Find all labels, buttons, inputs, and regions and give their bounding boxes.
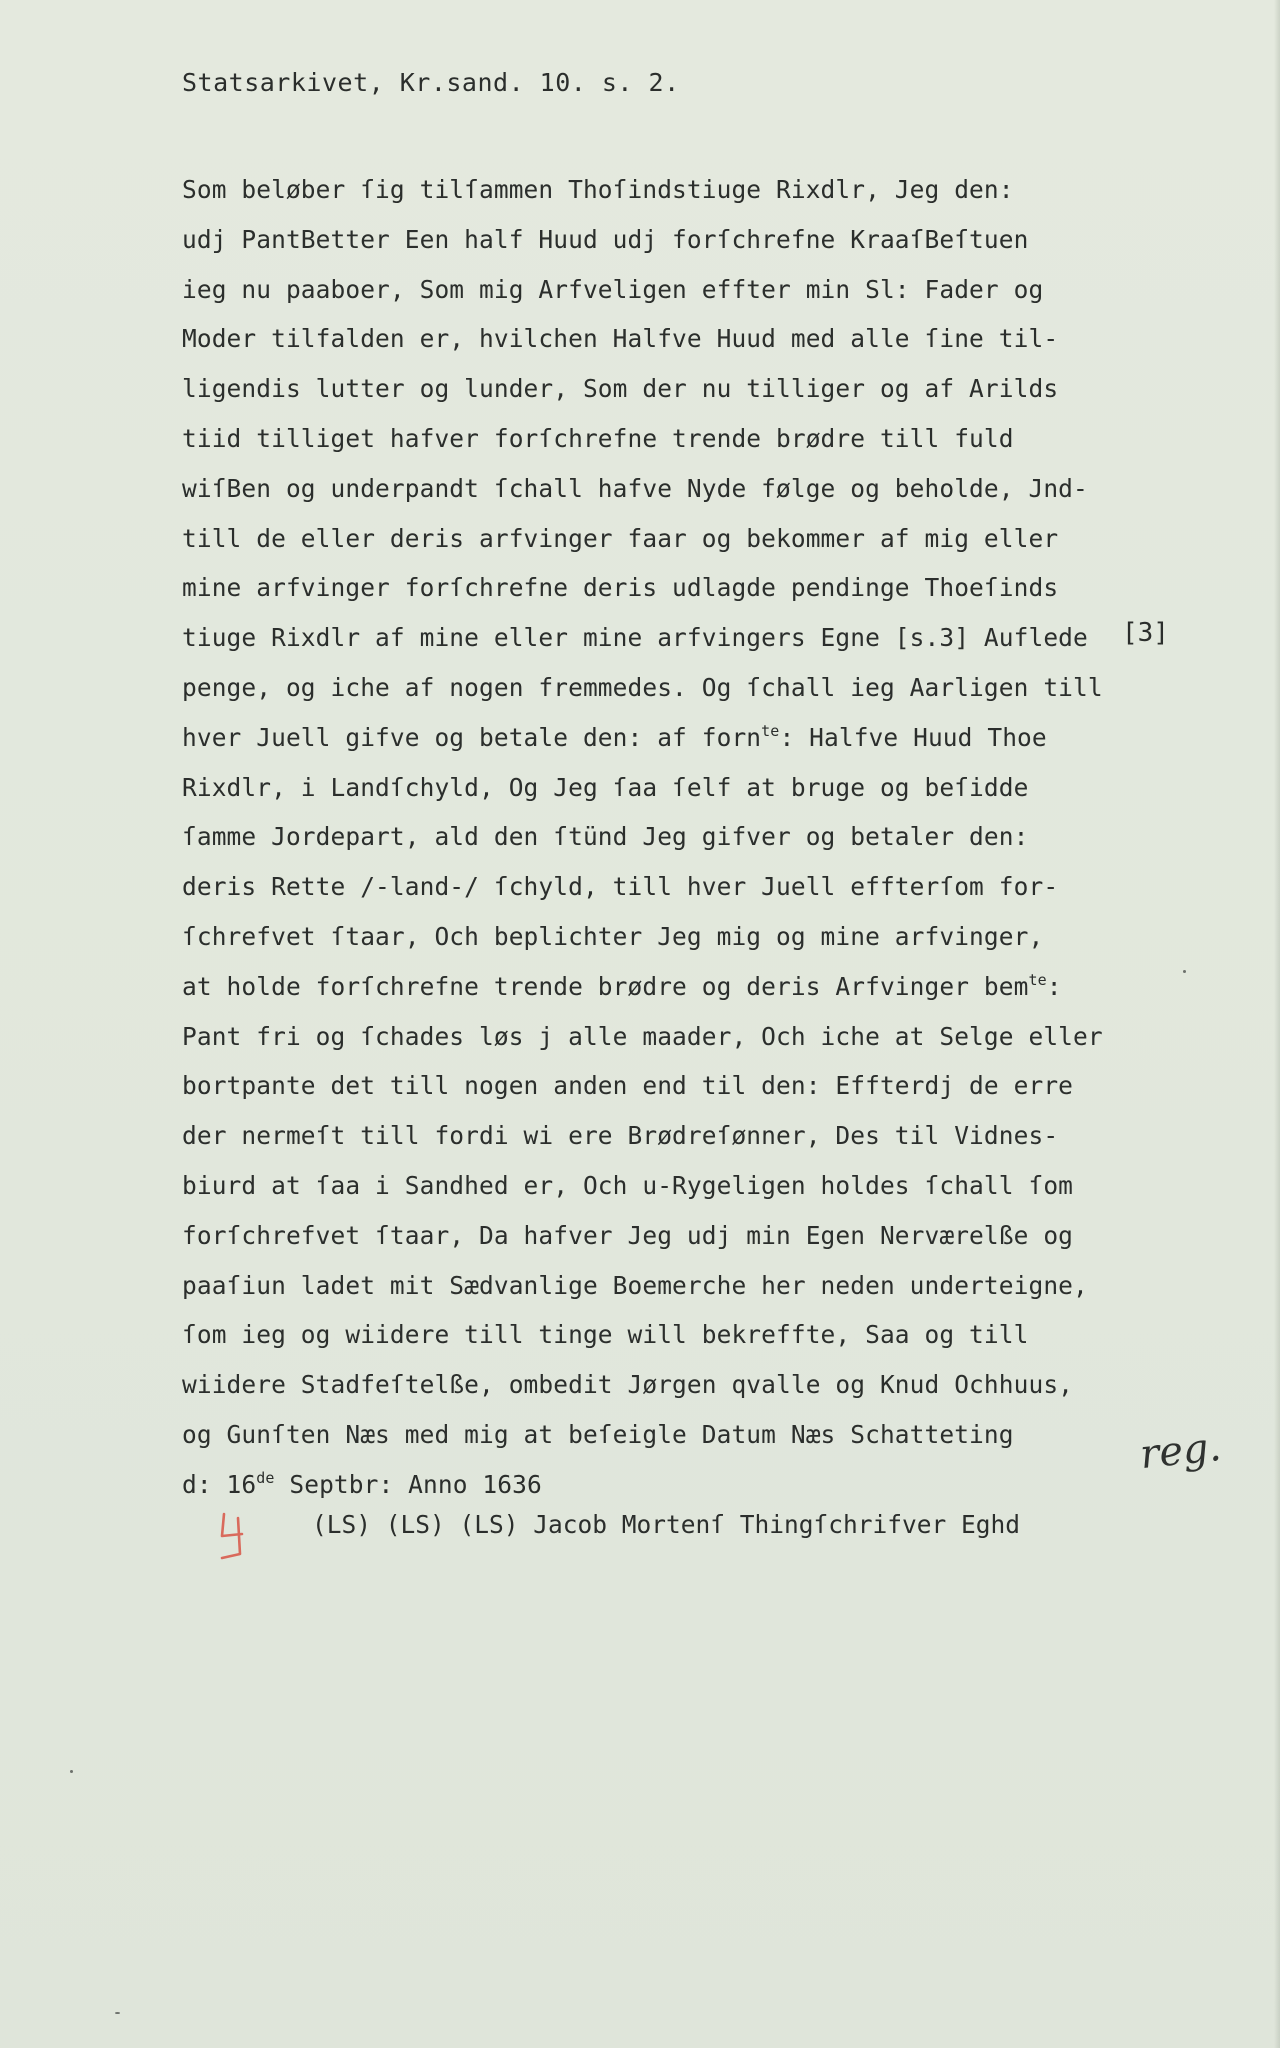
text-line-12-main: hver Juell gifve og betale den: af forn	[182, 722, 762, 752]
paper-speck	[1183, 970, 1186, 973]
text-line-17	[182, 962, 1102, 1012]
text-line-21: biurd at ſaa i Sandhed er, Och u-Rygeligen holdes ſchall ſom	[182, 1170, 1074, 1200]
text-line-5: ligendis lutter og lunder, Som der nu tilliger og af Arilds	[182, 374, 1059, 404]
text-line-20: der nermeſt till fordi wi ere Brødreſønner, Des til Vidnes-	[182, 1121, 1059, 1151]
page-edge-shadow	[1274, 0, 1280, 2048]
text-line-15: deris Rette /-land-/ ſchyld, till hver Juell effterſom for-	[182, 872, 1059, 902]
text-line-18: Pant fri og ſchades løs j alle maader, Och iche at Selge eller	[182, 1021, 1103, 1051]
text-line-12	[182, 713, 1102, 763]
text-line-27-tail: Septbr: Anno 1636	[274, 1469, 542, 1499]
text-line-14: ſamme Jordepart, ald den ſtünd Jeg gifver og betaler den:	[182, 822, 1029, 852]
transcription-body	[182, 165, 1102, 1510]
text-line-23: paaſiun ladet mit Sædvanlige Boemerche her neden underteigne,	[182, 1270, 1088, 1300]
text-line-27-main: d: 16	[182, 1469, 257, 1499]
text-line-24: ſom ieg og wiidere till tinge will bekreffte, Saa og till	[182, 1320, 1029, 1350]
text-line-1: Som beløber ſig tilſammen Thoſindstiuge Rixdlr, Jeg den:	[182, 175, 1014, 204]
text-line-6: tiid tilliget hafver forſchrefne trende brødre till fuld	[182, 423, 1014, 453]
superscript-te-2: te	[1028, 970, 1047, 989]
text-line-13: Rixdlr, i Landſchyld, Og Jeg ſaa ſelf at bruge og beſidde	[182, 772, 1029, 802]
text-line-2: udj PantBetter Een half Huud udj forſchrefne KraaſBeſtuen	[182, 224, 1029, 254]
text-line-22: forſchrefvet ſtaar, Da hafver Jeg udj min Egen Nerværelße og	[182, 1220, 1074, 1250]
text-line-12-tail: : Halfve Huud Thoe	[779, 722, 1047, 752]
text-line-4: Moder tilfalden er, hvilchen Halfve Huud med alle ſine til-	[182, 324, 1059, 354]
text-line-17-main: at holde forſchrefne trende brødre og deris Arfvinger bem	[182, 971, 1029, 1001]
text-line-10: tiuge Rixdlr af mine eller mine arfvingers Egne [s.3] Auflede	[182, 623, 1088, 653]
text-line-25: wiidere Stadfeſtelße, ombedit Jørgen qvalle og Knud Ochhuus,	[182, 1370, 1074, 1400]
text-line-7: wiſBen og underpandt ſchall hafve Nyde følge og beholde, Jnd-	[182, 473, 1088, 503]
archive-header: Statsarkivet, Kr.sand. 10. s. 2.	[182, 68, 680, 97]
text-line-8: till de eller deris arfvinger faar og bekommer af mig eller	[182, 523, 1059, 553]
paper-speck	[70, 1770, 73, 1773]
superscript-de: de	[256, 1468, 275, 1487]
text-line-19: bortpante det till nogen anden end til den: Effterdj de erre	[182, 1071, 1074, 1101]
text-line-16: ſchrefvet ſtaar, Och beplichter Jeg mig og mine arfvinger,	[182, 921, 1044, 951]
text-line-17-tail: :	[1046, 971, 1062, 1001]
signature-line: (LS) (LS) (LS) Jacob Mortenſ Thingſchrifver Eghd	[312, 1510, 1021, 1539]
paper-speck	[115, 2012, 120, 2014]
text-line-11: penge, og iche af nogen fremmedes. Og ſchall ieg Aarligen till	[182, 672, 1103, 702]
superscript-te-1: te	[761, 721, 780, 740]
text-line-26: og Gunſten Næs med mig at beſeigle Datum Næs Schatteting	[182, 1419, 1014, 1449]
red-pencil-mark-icon	[210, 1508, 256, 1568]
text-line-3: ieg nu paaboer, Som mig Arfveligen effter min Sl: Fader og	[182, 274, 1044, 304]
handwritten-reg-note: reg.	[1137, 1423, 1224, 1479]
page-marker-note: [3]	[1122, 618, 1169, 648]
text-line-27	[182, 1460, 1102, 1510]
text-line-9: mine arfvinger forſchrefne deris udlagde pendinge Thoeſinds	[182, 573, 1059, 603]
